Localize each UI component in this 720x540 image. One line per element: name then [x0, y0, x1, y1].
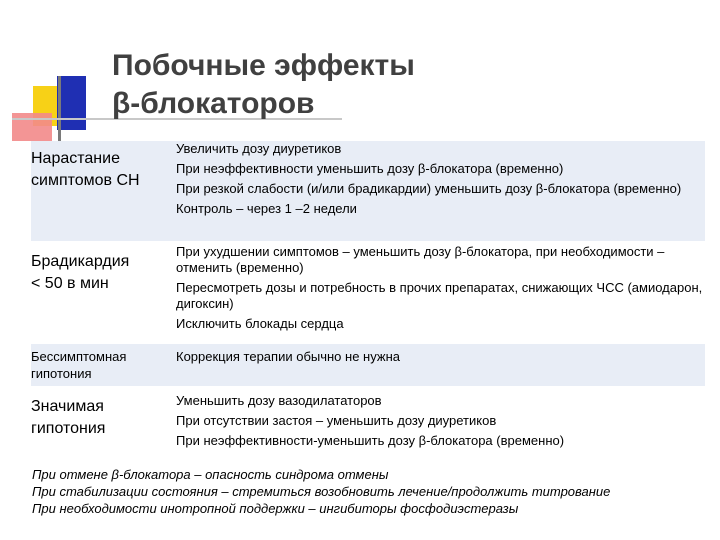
- row-label: Значимая гипотония: [31, 398, 106, 437]
- list-item: Исключить блокады сердца: [176, 316, 344, 331]
- row-items: [176, 393, 704, 453]
- list-item: Увеличить дозу диуретиков: [176, 141, 342, 156]
- list-item: Уменьшить дозу вазодилататоров: [176, 393, 382, 408]
- list-item: При отсутствии застоя – уменьшить дозу диуретиков: [176, 413, 497, 428]
- row-label: Нарастание симптомов СН: [31, 150, 140, 189]
- list-item: При неэффективности-уменьшить дозу β-блокатора (временно): [176, 433, 565, 448]
- list-item: Коррекция терапии обычно не нужна: [176, 349, 400, 364]
- footnote: При стабилизации состояния – стремиться возобновить лечение/продолжить титрование: [32, 484, 611, 499]
- table-row-asymptomatic-hypotension: [31, 344, 705, 386]
- table-row-significant-hypotension: [31, 390, 705, 450]
- footnote: При необходимости инотропной поддержки – ингибиторы фосфодиэстеразы: [32, 501, 519, 516]
- list-item: При резкой слабости (и/или брадикардии) уменьшить дозу β-блокатора (временно): [176, 181, 682, 196]
- decor-vertical-line: [58, 76, 61, 146]
- row-label: Бессимптомная гипотония: [31, 349, 127, 381]
- footnote: При отмене β-блокатора – опасность синдрома отмены: [32, 467, 389, 482]
- list-item: Контроль – через 1 –2 недели: [176, 201, 357, 216]
- slide-title: Побочные эффекты β-блокаторов: [112, 49, 415, 120]
- row-label: Брадикардия < 50 в мин: [31, 253, 130, 292]
- footnotes: [32, 466, 712, 517]
- list-item: При ухудшении симптомов – уменьшить дозу β-блокатора, при необходимости – отменить (временно): [176, 244, 665, 275]
- table-row-bradycardia: [31, 244, 705, 344]
- row-items: [176, 141, 704, 221]
- row-items: [176, 349, 704, 369]
- row-items: [176, 244, 704, 336]
- decor-blue-bar: [57, 76, 86, 130]
- table-row-symptoms: [31, 141, 705, 241]
- list-item: Пересмотреть дозы и потребность в прочих препаратах, снижающих ЧСС (амиодарон, дигоксин): [176, 280, 703, 311]
- list-item: При неэффективности уменьшить дозу β-блокатора (временно): [176, 161, 564, 176]
